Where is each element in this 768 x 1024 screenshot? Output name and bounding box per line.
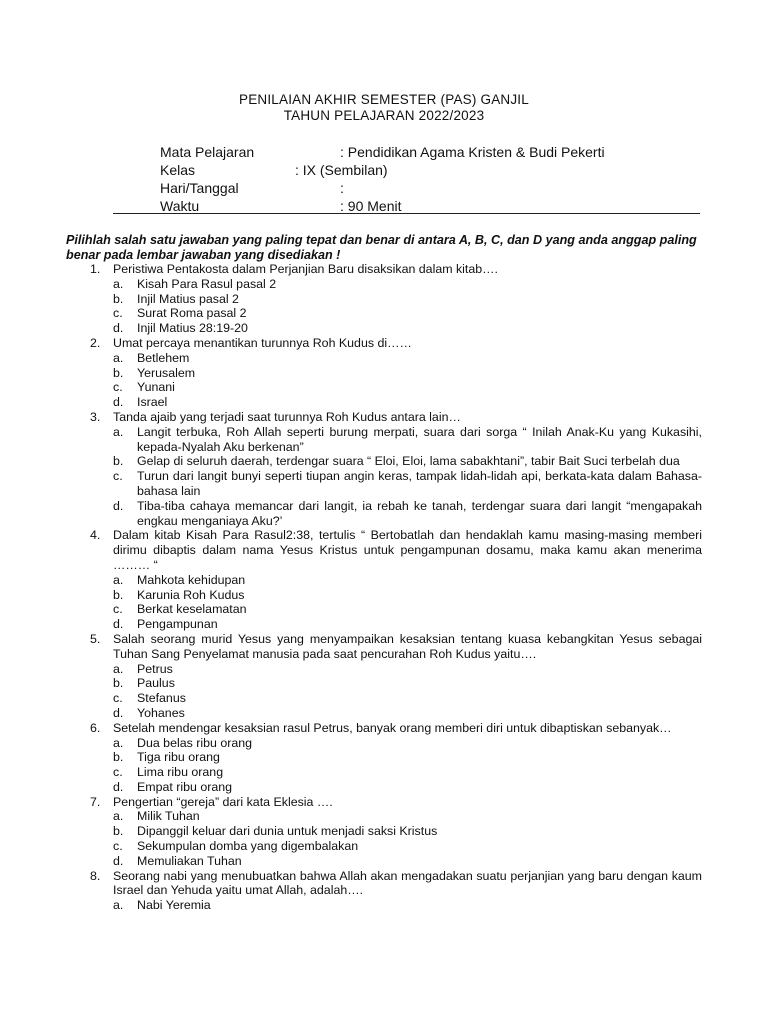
instruction-text: Pilihlah salah satu jawaban yang paling tepat dan benar di antara A, B, C, dan D yang anda anggap paling benar pada lembar jawaban yang disediakan !: [66, 233, 697, 262]
option-text: Lima ribu orang: [137, 765, 224, 780]
question-list: [66, 262, 702, 913]
class-label: Kelas: [160, 162, 196, 178]
option-letter: b.: [113, 454, 124, 469]
answer-option: [113, 499, 702, 529]
option-letter: a.: [113, 809, 124, 824]
option-list: [113, 573, 702, 632]
option-letter: a.: [113, 424, 124, 439]
option-letter: d.: [113, 853, 124, 868]
header-divider: [113, 213, 700, 214]
answer-option: [113, 706, 702, 721]
option-letter: b.: [113, 587, 124, 602]
option-letter: c.: [113, 602, 123, 617]
answer-option: [113, 824, 702, 839]
question-item: [66, 795, 702, 869]
question-number: 5.: [90, 631, 101, 646]
option-text: Sekumpulan domba yang digembalakan: [137, 839, 359, 854]
question-text: Setelah mendengar kesaksian rasul Petrus, banyak orang memberi diri untuk dibaptiskan sebanyak…: [113, 720, 672, 735]
answer-option: [113, 425, 702, 455]
option-text: Injil Matius 28:19-20: [137, 321, 248, 336]
answer-option: [113, 469, 702, 499]
question-item: [66, 632, 702, 721]
meta-row-date: [160, 179, 700, 197]
question-text: Tanda ajaib yang terjadi saat turunnya Roh Kudus antara lain…: [113, 409, 461, 424]
option-text: Gelap di seluruh daerah, terdengar suara “ Eloi, Eloi, lama sabakhtani”, tabir Bait Suci terbelah dua: [137, 454, 680, 469]
option-text: Berkat keselamatan: [137, 602, 247, 617]
option-text: Milik Tuhan: [137, 809, 200, 824]
option-text: Injil Matius pasal 2: [137, 291, 239, 306]
option-letter: c.: [113, 469, 123, 484]
question-number: 8.: [90, 868, 101, 883]
answer-option: [113, 662, 702, 677]
answer-option: [113, 454, 702, 469]
option-letter: a.: [113, 661, 124, 676]
time-label: Waktu: [160, 198, 200, 214]
answer-option: [113, 839, 702, 854]
question-item: [66, 721, 702, 795]
option-letter: d.: [113, 779, 124, 794]
option-text: Stefanus: [137, 691, 186, 706]
option-list: [113, 736, 702, 795]
time-value: : 90 Menit: [340, 198, 402, 214]
option-letter: a.: [113, 572, 124, 587]
option-text: Langit terbuka, Roh Allah seperti burung merpati, suara dari sorga “ Inilah Anak-Ku yang Kukasihi, kepada-Nyalah Aku berkenan”: [137, 424, 702, 454]
option-text: Memuliakan Tuhan: [137, 853, 242, 868]
option-list: [113, 351, 702, 410]
option-text: Dua belas ribu orang: [137, 735, 253, 750]
option-text: Karunia Roh Kudus: [137, 587, 245, 602]
option-letter: d.: [113, 395, 124, 410]
option-letter: b.: [113, 291, 124, 306]
option-letter: c.: [113, 765, 123, 780]
option-letter: b.: [113, 365, 124, 380]
option-letter: d.: [113, 705, 124, 720]
meta-row-subject: [160, 143, 700, 161]
answer-option: [113, 854, 702, 869]
option-text: Yohanes: [137, 705, 185, 720]
answer-option: [113, 780, 702, 795]
question-number: 6.: [90, 720, 101, 735]
question-number: 2.: [90, 335, 101, 350]
option-text: Surat Roma pasal 2: [137, 306, 247, 321]
answer-option: [113, 736, 702, 751]
academic-year: TAHUN PELAJARAN 2022/2023: [283, 108, 485, 123]
question-number: 7.: [90, 794, 101, 809]
option-letter: c.: [113, 306, 123, 321]
option-letter: c.: [113, 839, 123, 854]
option-letter: b.: [113, 750, 124, 765]
answer-option: [113, 588, 702, 603]
question-number: 3.: [90, 409, 101, 424]
option-letter: c.: [113, 691, 123, 706]
option-letter: d.: [113, 321, 124, 336]
date-label: Hari/Tanggal: [160, 180, 239, 196]
question-item: [66, 528, 702, 632]
answer-option: [113, 750, 702, 765]
option-letter: b.: [113, 824, 124, 839]
option-text: Israel: [137, 395, 168, 410]
option-text: Kisah Para Rasul pasal 2: [137, 276, 277, 291]
answer-option: [113, 573, 702, 588]
answer-option: [113, 898, 702, 913]
answer-option: [113, 306, 702, 321]
question-text: Dalam kitab Kisah Para Rasul2:38, tertulis “ Bertobatlah dan hendaklah kamu masing-masing memberi dirimu dibaptis dalam nama Yesus Kristus untuk pengampunan dosamu, maka kamu akan menerima ……… “: [113, 528, 702, 572]
option-text: Mahkota kehidupan: [137, 572, 246, 587]
question-number: 1.: [90, 262, 101, 276]
option-text: Turun dari langit bunyi seperti tiupan angin keras, tampak lidah-lidah api, berkata-kata dalam Bahasa-bahasa lain: [137, 469, 702, 498]
option-list: [113, 809, 702, 868]
option-letter: a.: [113, 276, 124, 291]
answer-option: [113, 617, 702, 632]
option-text: Betlehem: [137, 350, 190, 365]
question-number: 4.: [90, 528, 101, 543]
answer-option: [113, 351, 702, 366]
question-item: [66, 410, 702, 528]
exam-meta: [160, 143, 700, 215]
exam-title: PENILAIAN AKHIR SEMESTER (PAS) GANJIL: [239, 92, 529, 107]
class-value: : IX (Sembilan): [295, 162, 388, 178]
question-item: [66, 336, 702, 410]
option-letter: a.: [113, 350, 124, 365]
option-letter: b.: [113, 676, 124, 691]
option-text: Yerusalem: [137, 365, 196, 380]
option-text: Pengampunan: [137, 617, 218, 632]
answer-option: [113, 602, 702, 617]
question-text: Salah seorang murid Yesus yang menyampaikan kesaksian tentang kuasa kebangkitan Yesus sebagai Tuhan Sang Penyelamat manusia pada saat pencurahan Roh Kudus yaitu….: [113, 631, 702, 661]
answer-option: [113, 765, 702, 780]
answer-option: [113, 809, 702, 824]
option-text: Petrus: [137, 661, 173, 676]
option-list: [113, 662, 702, 721]
answer-option: [113, 292, 702, 307]
answer-option: [113, 366, 702, 381]
subject-value: : Pendidikan Agama Kristen & Budi Pekerti: [340, 144, 605, 160]
question-text: Seorang nabi yang menubuatkan bahwa Allah akan mengadakan suatu perjanjian yang baru dengan kaum Israel dan Yehuda yaitu umat Allah, adalah….: [113, 868, 702, 898]
answer-option: [113, 277, 702, 292]
option-text: Empat ribu orang: [137, 779, 233, 794]
answer-option: [113, 691, 702, 706]
answer-option: [113, 395, 702, 410]
question-text: Peristiwa Pentakosta dalam Perjanjian Baru disaksikan dalam kitab….: [113, 262, 498, 276]
option-list: [113, 425, 702, 529]
option-text: Nabi Yeremia: [137, 898, 211, 913]
option-letter: a.: [113, 898, 124, 913]
question-text: Pengertian “gereja” dari kata Eklesia ….: [113, 794, 333, 809]
option-letter: d.: [113, 617, 124, 632]
answer-option: [113, 321, 702, 336]
question-item: [66, 869, 702, 913]
answer-option: [113, 676, 702, 691]
option-text: Yunani: [137, 380, 175, 395]
option-text: Tiba-tiba cahaya memancar dari langit, ia rebah ke tanah, terdengar suara dari langit “mengapakah engkau menganiaya Aku?’: [137, 498, 702, 528]
option-letter: a.: [113, 735, 124, 750]
option-text: Dipanggil keluar dari dunia untuk menjadi saksi Kristus: [137, 824, 438, 839]
option-letter: d.: [113, 498, 124, 513]
date-value: :: [340, 180, 344, 196]
option-letter: c.: [113, 380, 123, 395]
question-text: Umat percaya menantikan turunnya Roh Kudus di……: [113, 335, 412, 350]
option-list: [113, 898, 702, 913]
option-text: Tiga ribu orang: [137, 750, 220, 765]
option-text: Paulus: [137, 676, 175, 691]
subject-label: Mata Pelajaran: [160, 144, 255, 160]
question-item: [66, 262, 702, 336]
meta-row-class: [160, 161, 700, 179]
option-list: [113, 277, 702, 336]
answer-option: [113, 380, 702, 395]
